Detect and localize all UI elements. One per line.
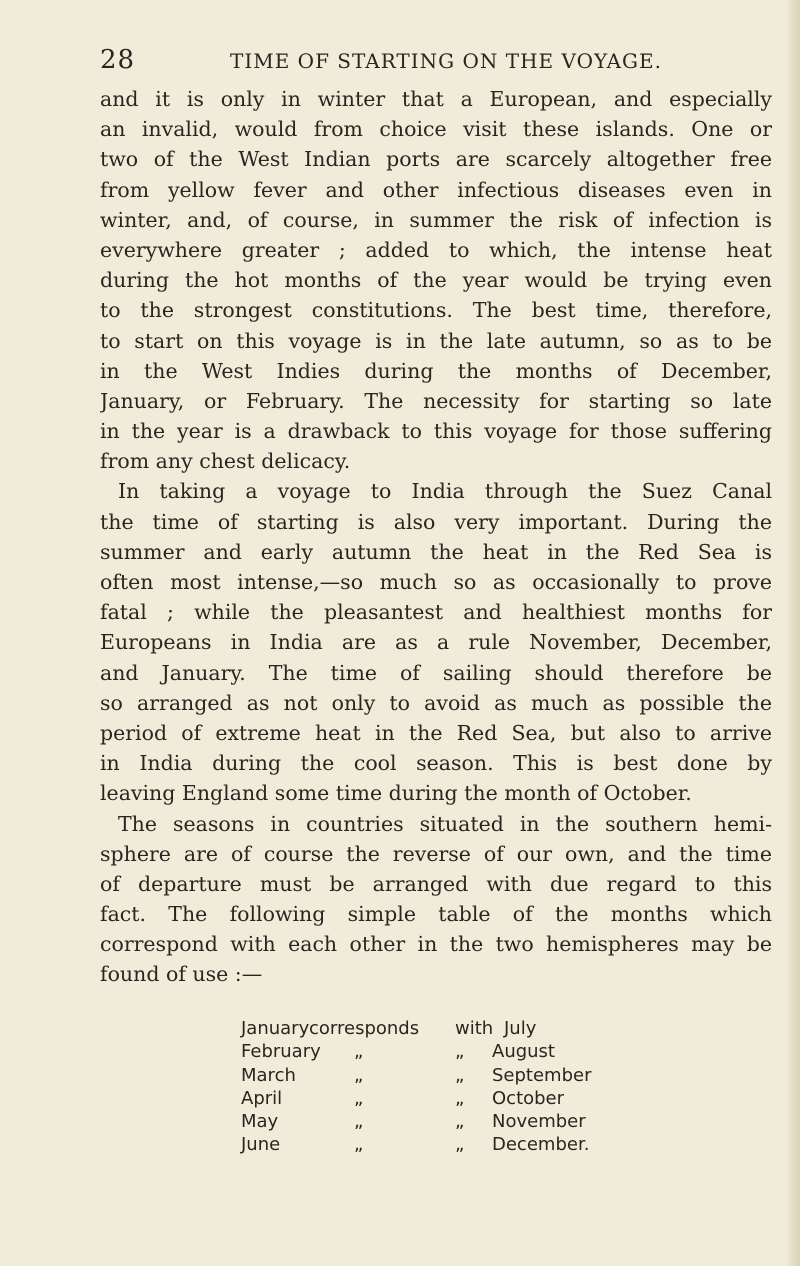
month-cell: June xyxy=(241,1134,281,1156)
month-cell: March xyxy=(241,1064,296,1086)
text-line: summer and early autumn the heat in the Red Sea is xyxy=(100,539,772,564)
text-line: from yellow fever and other infectious diseases even in xyxy=(100,177,772,202)
table-row xyxy=(241,1064,761,1087)
other-month-cell: July xyxy=(504,1018,537,1039)
other-month-cell: September xyxy=(492,1064,592,1086)
text-line: in the West Indies during the months of December, xyxy=(100,358,772,383)
body-text xyxy=(100,84,772,990)
ditto-mark: „ xyxy=(455,1087,465,1109)
text-line: In taking a voyage to India through the Suez Canal xyxy=(118,479,772,504)
ditto-mark: „ xyxy=(455,1111,465,1133)
text-line: fatal ; while the pleasantest and healthiest months for xyxy=(100,600,772,625)
table-row xyxy=(241,1110,761,1133)
running-head: TIME OF STARTING ON THE VOYAGE. xyxy=(230,49,662,73)
page-number: 28 xyxy=(100,45,136,75)
page-header xyxy=(100,45,780,75)
text-line: Europeans in India are as a rule November, December, xyxy=(100,630,772,655)
text-line: to start on this voyage is in the late autumn, so as to be xyxy=(100,328,772,353)
text-line: correspond with each other in the two hemispheres may be xyxy=(100,932,772,957)
other-month-cell: August xyxy=(492,1041,555,1063)
text-line: the time of starting is also very important. During the xyxy=(100,509,772,534)
text-line: in India during the cool season. This is best done by xyxy=(100,751,772,776)
text-line: sphere are of course the reverse of our own, and the time xyxy=(100,841,772,866)
text-line: during the hot months of the year would be trying even xyxy=(100,268,772,293)
text-line: and it is only in winter that a European, and especially xyxy=(100,87,772,111)
month-cell: May xyxy=(241,1111,279,1133)
table-row xyxy=(241,1040,761,1063)
text-line: found of use :— xyxy=(100,962,263,987)
ditto-mark: „ xyxy=(455,1041,465,1063)
text-line: everywhere greater ; added to which, the intense heat xyxy=(100,237,772,262)
text-line: so arranged as not only to avoid as much as possible the xyxy=(100,690,772,715)
text-line: leaving England some time during the month of October. xyxy=(100,781,692,806)
text-line: two of the West Indian ports are scarcely altogether free xyxy=(100,147,772,172)
month-correspondence-table xyxy=(241,1017,761,1157)
ditto-mark: „ xyxy=(354,1087,364,1109)
text-line: to the strongest constitutions. The best time, therefore, xyxy=(100,298,772,323)
other-month-cell: October xyxy=(492,1087,565,1109)
with-cell: with xyxy=(455,1018,494,1039)
table-row xyxy=(241,1087,761,1110)
ditto-mark: „ xyxy=(354,1134,364,1156)
text-line: The seasons in countries situated in the southern hemi- xyxy=(118,811,772,836)
text-line: in the year is a drawback to this voyage for those suffering xyxy=(100,419,772,444)
text-line: often most intense,—so much so as occasionally to prove xyxy=(100,570,772,594)
text-line: and January. The time of sailing should therefore be xyxy=(100,660,772,685)
text-line: January, or February. The necessity for starting so late xyxy=(100,388,772,413)
month-cell: April xyxy=(241,1087,283,1109)
ditto-mark: „ xyxy=(455,1134,465,1156)
ditto-mark: „ xyxy=(455,1064,465,1086)
other-month-cell: November xyxy=(492,1111,586,1133)
month-cell: February xyxy=(241,1041,321,1063)
ditto-mark: „ xyxy=(354,1041,364,1063)
month-cell: January xyxy=(241,1018,310,1039)
text-line: of departure must be arranged with due regard to this xyxy=(100,871,772,896)
verb-cell: corresponds xyxy=(309,1018,420,1039)
text-line: period of extreme heat in the Red Sea, but also to arrive xyxy=(100,720,772,745)
text-line: from any chest delicacy. xyxy=(100,449,351,474)
text-line: an invalid, would from choice visit these islands. One or xyxy=(100,117,772,142)
table-row xyxy=(241,1133,761,1156)
text-line: winter, and, of course, in summer the risk of infection is xyxy=(100,207,772,232)
page-edge xyxy=(788,0,800,1266)
other-month-cell: December. xyxy=(492,1134,590,1156)
ditto-mark: „ xyxy=(354,1064,364,1086)
text-line: fact. The following simple table of the months which xyxy=(100,902,772,927)
table-row xyxy=(241,1017,761,1040)
ditto-mark: „ xyxy=(354,1111,364,1133)
